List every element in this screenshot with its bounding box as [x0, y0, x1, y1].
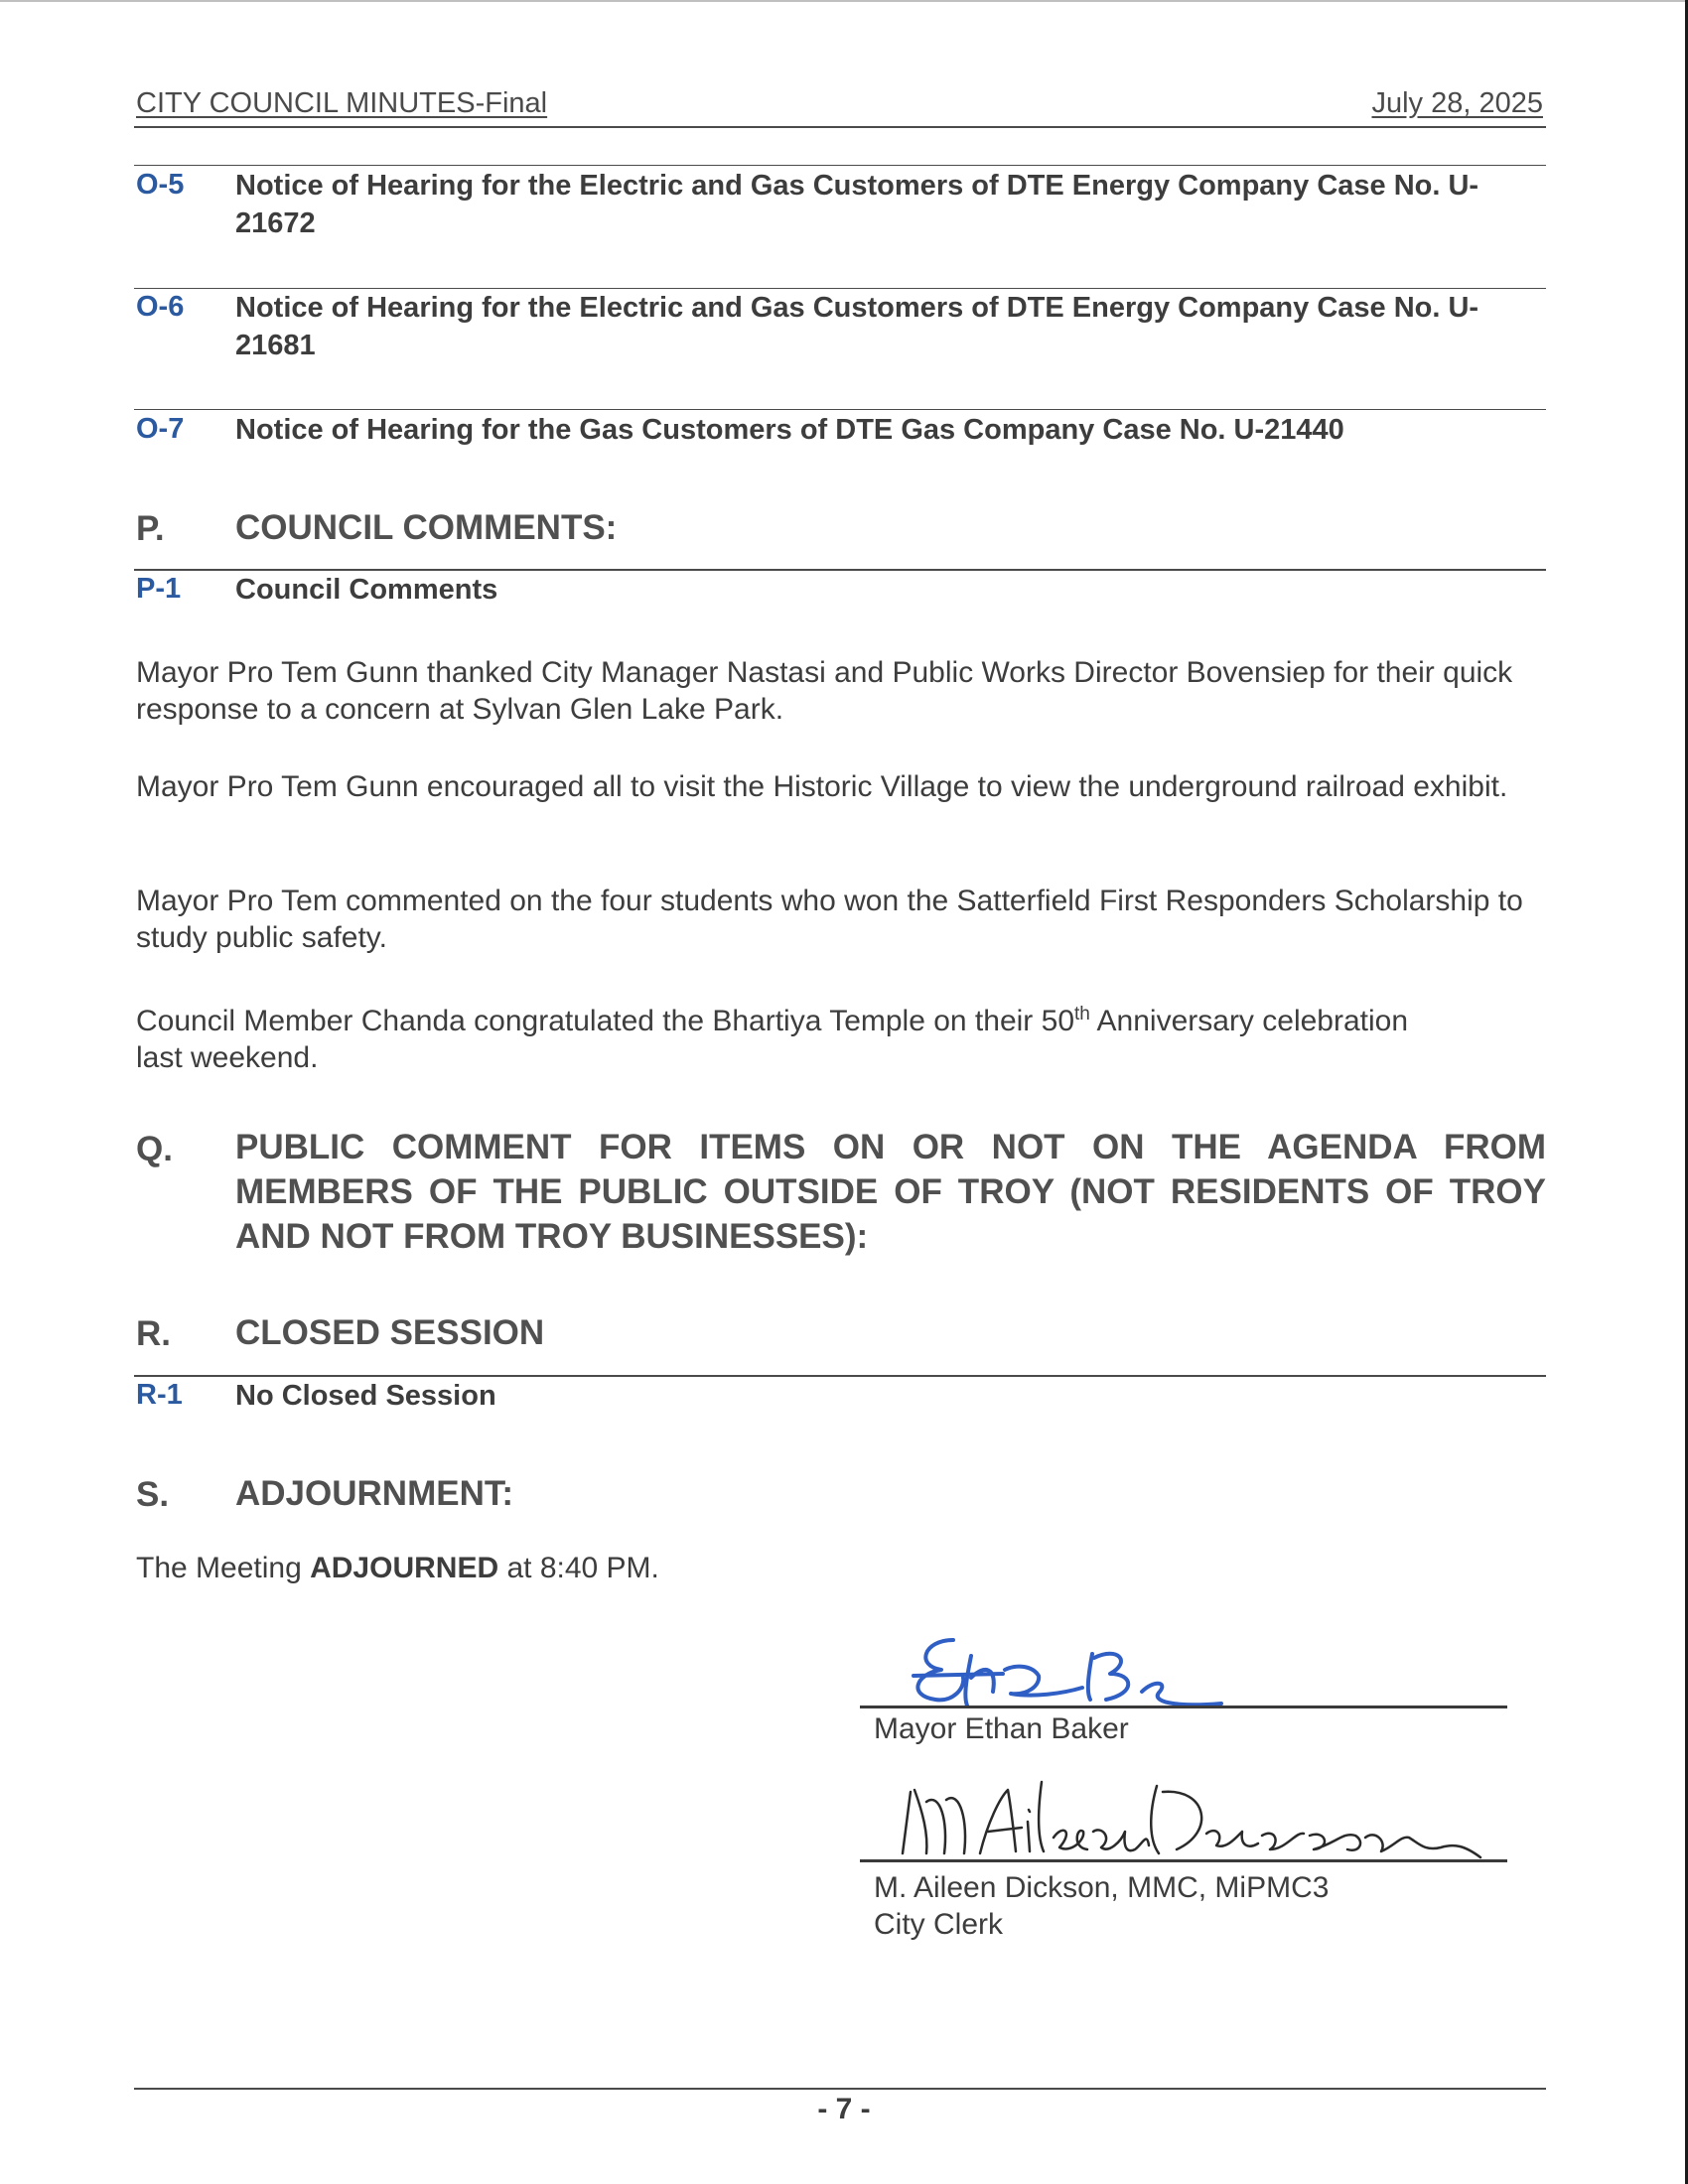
item-code: O-6: [136, 291, 185, 323]
item-code: R-1: [136, 1379, 183, 1411]
comment-paragraph: Mayor Pro Tem Gunn thanked City Manager Nastasi and Public Works Director Bovensiep for their quick response to a concern at Sylvan Glen Lake Park.: [136, 656, 1513, 726]
item-title: Council Comments: [235, 574, 498, 606]
section-title: COUNCIL COMMENTS:: [235, 508, 618, 547]
ordinal-suffix: th: [1074, 1004, 1090, 1024]
item-title: Notice of Hearing for the Electric and Gas Customers of DTE Energy Company Case No. U-21672: [235, 170, 1479, 239]
section-title: ADJOURNMENT:: [235, 1474, 513, 1513]
item-title: No Closed Session: [235, 1380, 496, 1412]
comment-text: Council Member Chanda congratulated the Bhartiya Temple on their 50: [136, 1005, 1074, 1037]
clerk-signature-line: [860, 1859, 1507, 1862]
clerk-signature: [889, 1762, 1544, 1866]
clerk-title: City Clerk: [874, 1908, 1004, 1941]
section-letter: S.: [136, 1475, 170, 1514]
adjournment-prefix: The Meeting: [136, 1552, 311, 1584]
document-date: July 28, 2025: [1371, 87, 1543, 119]
item-code: O-5: [136, 169, 185, 201]
adjournment-time: at 8:40 PM.: [498, 1552, 659, 1584]
header-rule: [134, 126, 1546, 128]
scan-edge-top: [0, 0, 1688, 2]
item-code: P-1: [136, 573, 182, 605]
comment-paragraph: Mayor Pro Tem commented on the four students who won the Satterfield First Responders Scholarship to study public safety.: [136, 885, 1523, 954]
footer-rule: [134, 2088, 1546, 2090]
mayor-signature: [894, 1618, 1271, 1717]
item-title: Notice of Hearing for the Gas Customers of DTE Gas Company Case No. U-21440: [235, 414, 1344, 446]
mayor-signature-line: [860, 1706, 1507, 1708]
adjournment-text: [136, 1550, 1546, 1586]
item-code: O-7: [136, 413, 185, 445]
document-title: CITY COUNCIL MINUTES-Final: [136, 87, 548, 119]
clerk-name: M. Aileen Dickson, MMC, MiPMC3: [874, 1871, 1330, 1904]
mayor-name: Mayor Ethan Baker: [874, 1712, 1129, 1745]
page-number: - 7 -: [817, 2093, 871, 2125]
section-letter: P.: [136, 509, 165, 548]
comment-paragraph: Mayor Pro Tem Gunn encouraged all to visit the Historic Village to view the underground railroad exhibit.: [136, 770, 1508, 803]
comment-text: Anniversary celebration last weekend.: [136, 1005, 1409, 1074]
section-title: PUBLIC COMMENT FOR ITEMS ON OR NOT ON THE AGENDA FROM MEMBERS OF THE PUBLIC OUTSIDE OF TROY (NOT RESIDENTS OF TROY AND NOT FROM TROY BUSINESSES):: [235, 1128, 1546, 1256]
section-letter: R.: [136, 1314, 171, 1353]
item-rule: [134, 165, 1546, 166]
item-rule: [134, 409, 1546, 410]
adjourned-label: ADJOURNED: [310, 1552, 499, 1584]
comment-paragraph: [136, 996, 1427, 1076]
item-title: Notice of Hearing for the Electric and Gas Customers of DTE Energy Company Case No. U-21681: [235, 292, 1479, 361]
section-title: CLOSED SESSION: [235, 1313, 545, 1352]
section-letter: Q.: [136, 1130, 173, 1168]
